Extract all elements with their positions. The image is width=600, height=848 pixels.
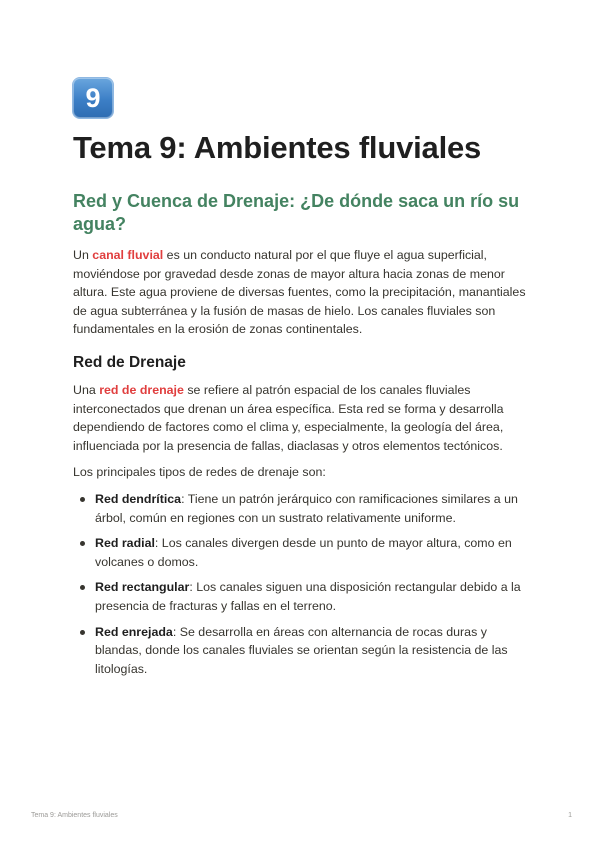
- text-fragment: se refiere al patrón espacial de los canales fluviales interconectados que drenan un área específica. Esta red se forma y desarrolla dependiendo de factores como el clima y, especialmente, la geología del área, influenciada por la presencia de fallas, diaclasas y otros elementos tectónicos.: [73, 382, 504, 453]
- paragraph-canal-fluvial: [73, 246, 528, 339]
- list-item-term: Red enrejada: [95, 624, 173, 639]
- drainage-types-list: [73, 490, 528, 678]
- list-item: [95, 534, 528, 571]
- list-item: [95, 623, 528, 679]
- highlight-red-drenaje: red de drenaje: [99, 382, 184, 397]
- highlight-canal-fluvial: canal fluvial: [92, 248, 164, 262]
- bullet-icon: [80, 585, 85, 590]
- keycap-digit: 9: [85, 83, 101, 113]
- section-heading-red-drenaje: Red de Drenaje: [73, 353, 186, 371]
- page-title: Tema 9: Ambientes fluviales: [73, 130, 482, 165]
- list-item-term: Red dendrítica: [95, 491, 182, 506]
- page-number: 1: [568, 812, 572, 819]
- document-body: [73, 78, 528, 685]
- list-item: [95, 578, 528, 615]
- paragraph-red-drenaje: [73, 381, 528, 455]
- list-item-text: : Los canales siguen una disposición rectangular debido a la presencia de fracturas y fallas en el terreno.: [95, 580, 521, 613]
- list-item-term: Red rectangular: [95, 580, 190, 595]
- list-item-text: : Los canales divergen desde un punto de mayor altura, como en volcanes o domos.: [95, 536, 512, 569]
- text-fragment: es un conducto natural por el que fluye el agua superficial, moviéndose por gravedad desde zonas de mayor altura hacia zonas de menor altura. Este agua proviene de diversas fuentes, como la precipitación, manantiales de agua subterránea y la fusión de masas de hielo. Los canales fluviales son fundamentales en la erosión de zonas continentales.: [73, 248, 526, 337]
- text-fragment: Una: [73, 382, 100, 397]
- bullet-icon: [80, 630, 85, 635]
- bullet-icon: [80, 541, 85, 546]
- list-item-term: Red radial: [95, 536, 155, 551]
- bullet-icon: [80, 497, 85, 502]
- footer-title: Tema 9: Ambientes fluviales: [31, 812, 118, 819]
- section-heading-red-cuenca: Red y Cuenca de Drenaje: ¿De dónde saca un río su agua?: [73, 191, 520, 234]
- text-fragment: Un: [73, 248, 93, 262]
- keycap-9-icon: [73, 78, 113, 118]
- list-item-text: : Tiene un patrón jerárquico con ramificaciones similares a un árbol, común en regiones con un sustrato relativamente uniforme.: [95, 491, 518, 525]
- paragraph-tipos-redes: Los principales tipos de redes de drenaje son:: [73, 465, 326, 480]
- list-item-text: : Se desarrolla en áreas con alternancia de rocas duras y blandas, donde los canales fluviales se orientan según la resistencia de las litologías.: [95, 624, 508, 676]
- list-item: [95, 490, 528, 527]
